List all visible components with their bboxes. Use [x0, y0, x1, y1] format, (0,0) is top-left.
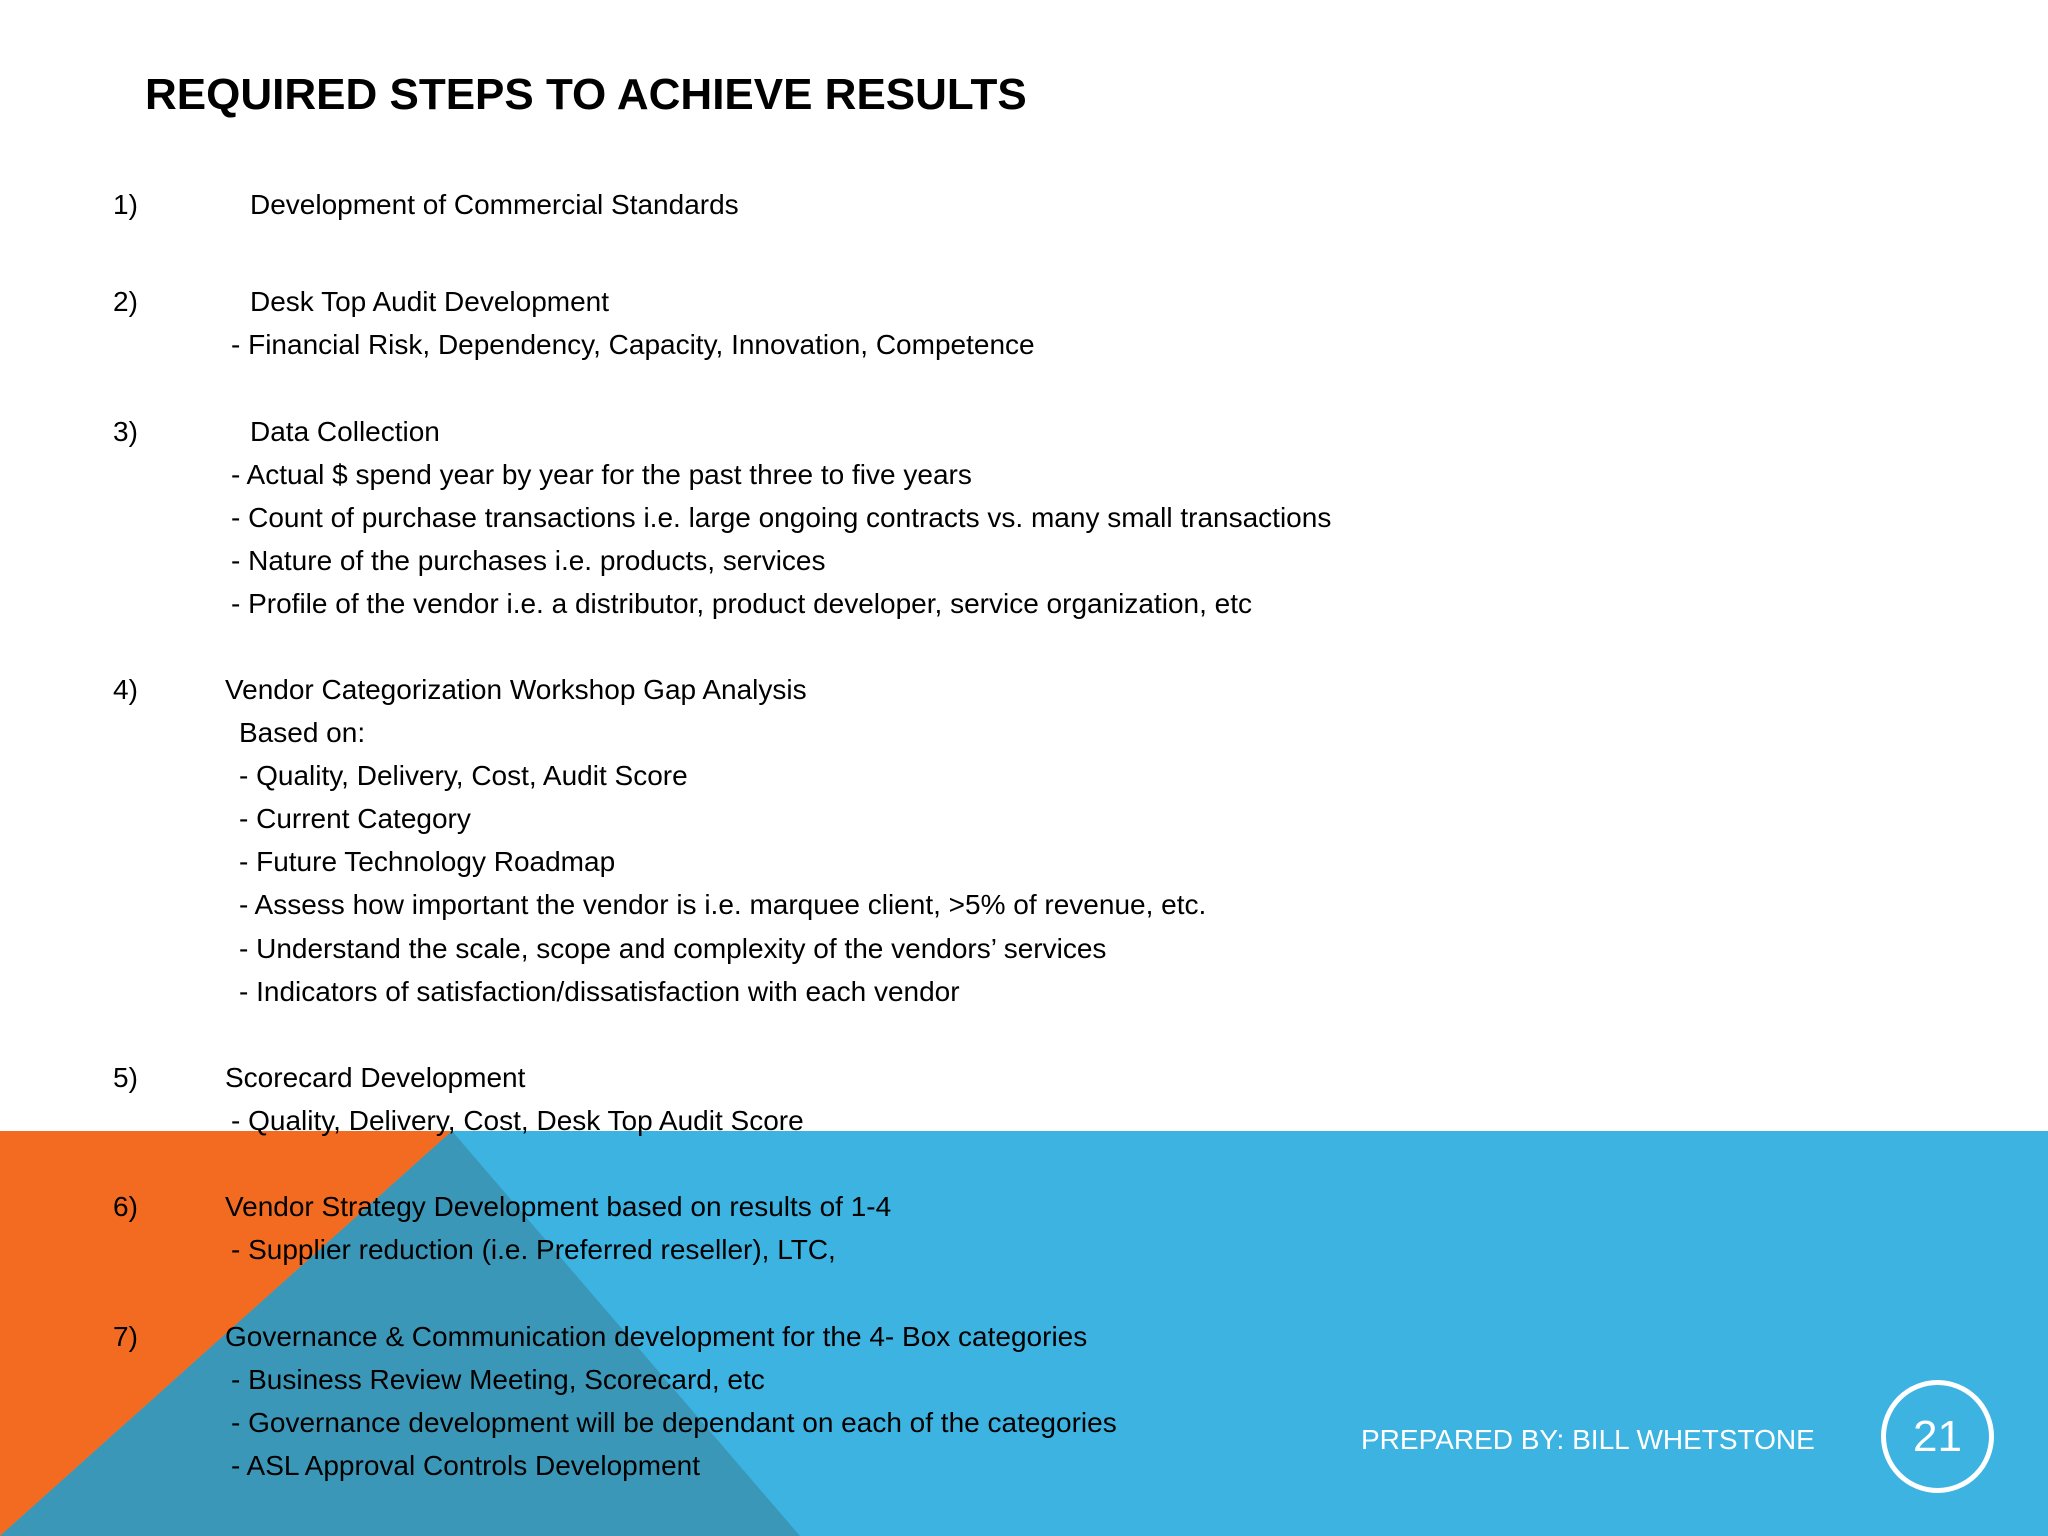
step-number: 5)	[113, 1062, 138, 1093]
step-detail: - Understand the scale, scope and complexity of the vendors’ services	[239, 933, 1107, 964]
step-detail: - Actual $ spend year by year for the past three to five years	[231, 459, 972, 490]
step-number: 3)	[113, 416, 138, 447]
step-number: 7)	[113, 1321, 138, 1352]
step-heading: Vendor Categorization Workshop Gap Analysis	[225, 674, 807, 705]
step-detail: - ASL Approval Controls Development	[231, 1450, 700, 1481]
step-detail: - Indicators of satisfaction/dissatisfaction with each vendor	[239, 976, 960, 1007]
step-detail: Based on:	[239, 717, 366, 748]
step-heading: Vendor Strategy Development based on results of 1-4	[225, 1191, 892, 1222]
step-heading: Scorecard Development	[225, 1062, 526, 1093]
step-heading: Desk Top Audit Development	[250, 286, 610, 317]
step-detail: - Supplier reduction (i.e. Preferred reseller), LTC,	[231, 1234, 836, 1265]
step-number: 2)	[113, 286, 138, 317]
step-detail: - Assess how important the vendor is i.e. marquee client, >5% of revenue, etc.	[239, 889, 1207, 920]
step-number: 6)	[113, 1191, 138, 1222]
step-detail: - Business Review Meeting, Scorecard, etc	[231, 1364, 765, 1395]
slide-title: REQUIRED STEPS TO ACHIEVE RESULTS	[145, 70, 1027, 119]
step-detail: - Quality, Delivery, Cost, Audit Score	[239, 760, 688, 791]
step-heading: Development of Commercial Standards	[250, 189, 739, 220]
step-heading: Governance & Communication development for the 4- Box categories	[225, 1321, 1088, 1352]
prepared-by-footer: PREPARED BY: BILL WHETSTONE	[1361, 1424, 1815, 1455]
step-detail: - Nature of the purchases i.e. products, services	[231, 545, 826, 576]
step-detail: - Future Technology Roadmap	[239, 846, 616, 877]
step-detail: - Current Category	[239, 803, 471, 834]
step-heading: Data Collection	[250, 416, 440, 447]
step-number: 1)	[113, 189, 138, 220]
step-detail: - Profile of the vendor i.e. a distributor, product developer, service organization, etc	[231, 588, 1253, 619]
step-detail: - Financial Risk, Dependency, Capacity, Innovation, Competence	[231, 329, 1035, 360]
page-number-badge: 21	[1881, 1380, 1994, 1493]
step-detail: - Count of purchase transactions i.e. large ongoing contracts vs. many small transactions	[231, 502, 1332, 533]
step-detail: - Governance development will be dependant on each of the categories	[231, 1407, 1117, 1438]
step-number: 4)	[113, 674, 138, 705]
step-detail: - Quality, Delivery, Cost, Desk Top Audit Score	[231, 1105, 804, 1136]
